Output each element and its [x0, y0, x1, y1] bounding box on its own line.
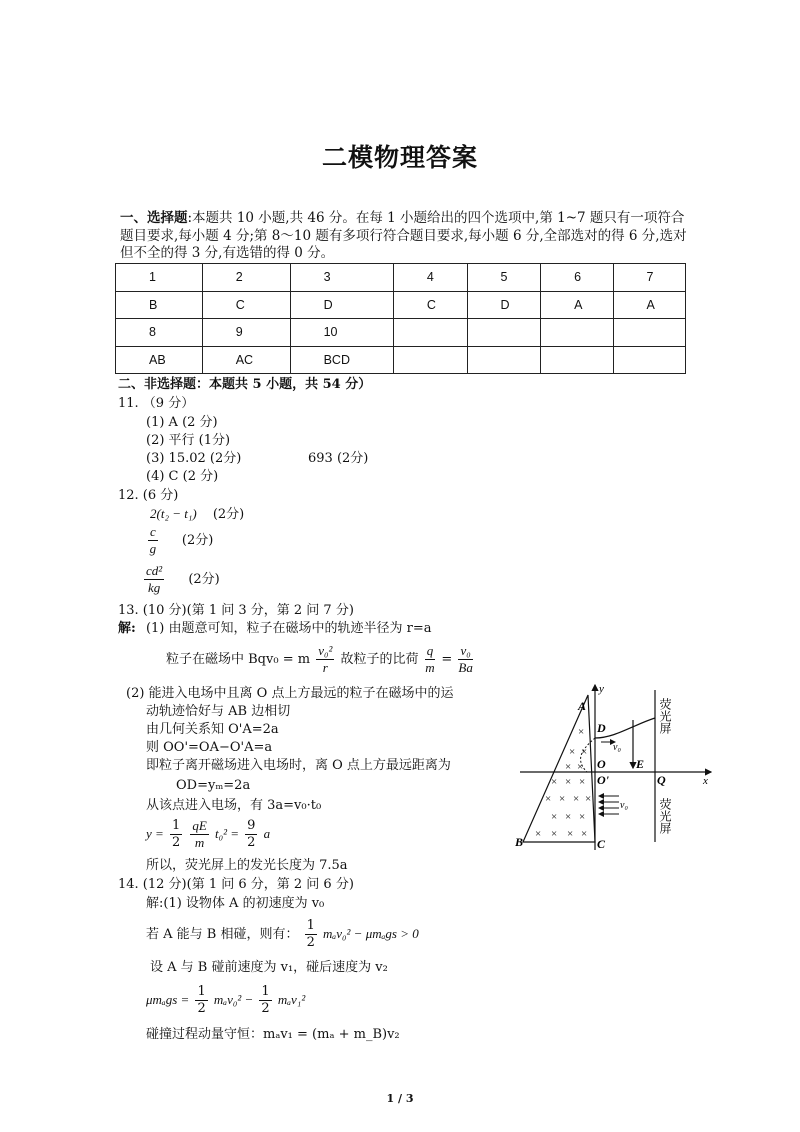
table-cell: 6 [541, 264, 613, 292]
section1-instructions [120, 210, 692, 263]
q14-line5: 碰撞过程动量守恒：mₐv₁ = (mₐ + m_B)v₂ [146, 1027, 400, 1042]
section1-text: :本题共 10 小题,共 46 分。在每 1 小题给出的四个选项中,第 1~7 题只有一项符合题目要求,每小题 4 分;第 8～10 题有多项行符合题目要求,每小题 6 分,全部选对的得 6 分,选对但不全的得 3 分,有选错的得 0 分。 [120, 210, 687, 261]
q14-line1: 解:(1) 设物体 A 的初速度为 v₀ [146, 896, 325, 911]
q11-heading: 11. （9 分） [118, 396, 195, 411]
q11-line1: (1) A (2 分) [146, 415, 218, 430]
q12-expr2-score: (2分) [181, 533, 214, 548]
fraction-denominator: 2 [197, 1001, 206, 1016]
q12-expr1-formula: 2(t₂ − t₁) [150, 506, 197, 521]
formula-fraction [458, 643, 472, 676]
formula-text: mₐv₀² − μmₐgs > 0 [323, 926, 419, 941]
formula-text: = [441, 652, 453, 667]
page-number: 1 / 3 [386, 1092, 414, 1105]
svg-text:×: × [565, 761, 572, 773]
q12-expr1-score: (2分) [212, 507, 245, 522]
q12-expr3-fraction [144, 563, 164, 596]
table-cell: 2 [202, 264, 290, 292]
label-x: x [703, 775, 708, 787]
q14-line3: 设 A 与 B 碰前速度为 v₁，碰后速度为 v₂ [150, 960, 388, 975]
svg-text:×: × [579, 776, 586, 788]
formula-text: a [263, 826, 271, 841]
q13-part2-line1: (2) 能进入电场中且离 O 点上方最远的粒子在磁场中的运 [126, 686, 454, 701]
table-cell: BCD [290, 346, 393, 374]
fraction-denominator: m [425, 660, 435, 675]
formula-fraction [425, 643, 436, 676]
q11-line3a: (3) 15.02 (2分) [146, 451, 242, 466]
svg-text:×: × [585, 793, 592, 805]
table-cell: AC [202, 346, 290, 374]
svg-text:×: × [551, 828, 558, 840]
table-cell: D [290, 291, 393, 319]
solution-label: 解: [118, 621, 136, 636]
table-cell: C [202, 291, 290, 319]
screen-label-bottom: 荧光屏 [658, 798, 672, 834]
table-cell: 10 [290, 319, 393, 347]
fraction-numerator: q [426, 643, 434, 658]
table-row [116, 291, 686, 319]
table-cell [541, 319, 613, 347]
svg-text:×: × [565, 811, 572, 823]
table-row [116, 346, 686, 374]
table-cell: 7 [613, 264, 685, 292]
q13-heading: 13. (10 分)(第 1 问 3 分，第 2 问 7 分) [118, 603, 354, 618]
table-cell: 1 [116, 264, 203, 292]
formula-fraction [195, 984, 207, 1017]
field-diagram [515, 680, 715, 852]
svg-text:×: × [573, 793, 580, 805]
formula-fraction [305, 918, 317, 951]
fraction-denominator: m [194, 835, 205, 850]
svg-text:×: × [535, 828, 542, 840]
formula-text: t₀² = [214, 826, 240, 841]
q12-heading: 12. (6 分) [118, 488, 179, 503]
fraction-denominator: g [149, 541, 157, 556]
q13-part2-line5: 即粒子离开磁场进入电场时，离 O 点上方最远距离为 [146, 758, 451, 773]
label-v0-top: v₀ [613, 742, 621, 753]
label-B: B [515, 835, 524, 849]
svg-text:×: × [551, 811, 558, 823]
table-cell: D [467, 291, 541, 319]
q12-expr2-fraction [148, 524, 158, 557]
table-row [116, 264, 686, 292]
svg-text:×: × [551, 776, 558, 788]
svg-text:×: × [578, 726, 585, 738]
table-cell: B [116, 291, 203, 319]
fraction-numerator: 1 [171, 818, 181, 833]
formula-text: mₐv₁² [277, 992, 306, 1007]
formula-fraction [316, 643, 334, 676]
svg-text:×: × [577, 761, 584, 773]
fraction-denominator: Ba [458, 660, 473, 675]
table-cell [393, 319, 467, 347]
section2-heading: 二、非选择题：本题共 5 小题，共 54 分） [118, 377, 372, 392]
label-A: A [578, 699, 587, 713]
table-cell: A [541, 291, 613, 319]
svg-text:×: × [569, 746, 576, 758]
q13-part1 [118, 620, 432, 638]
table-cell [467, 346, 541, 374]
label-D: D [597, 721, 606, 735]
table-cell: C [393, 291, 467, 319]
svg-text:×: × [581, 746, 588, 758]
table-cell: 3 [290, 264, 393, 292]
q13-part2-conclusion: 所以，荧光屏上的发光长度为 7.5a [146, 858, 348, 873]
q13-part2-line4: 则 OO'=OA−O'A=a [146, 740, 273, 755]
label-O: O [597, 757, 606, 771]
formula-text: y = [146, 826, 164, 841]
table-cell [393, 346, 467, 374]
table-cell [613, 346, 685, 374]
formula-fraction [259, 984, 271, 1017]
label-E: E [636, 757, 645, 771]
fraction-numerator: qE [192, 818, 207, 833]
q12-expr1 [150, 505, 244, 524]
q11-line2: (2) 平行 (1分) [146, 433, 231, 448]
fraction-numerator: cd² [146, 563, 163, 578]
label-v0-bottom: v₀ [620, 800, 628, 811]
q11-line3b: 693 (2分) [308, 451, 369, 466]
label-O-prime: O' [597, 773, 609, 787]
label-y: y [599, 683, 604, 695]
q13-part2-line6: OD=yₘ=2a [176, 778, 251, 793]
fraction-denominator: 2 [171, 835, 181, 850]
formula-fraction [190, 818, 208, 851]
fraction-denominator: kg [147, 580, 161, 595]
formula-text: 粒子在磁场中 Bqv₀ = m [166, 652, 311, 667]
q14-line2 [146, 918, 419, 951]
fraction-numerator: v₀ [458, 643, 472, 660]
table-cell [541, 346, 613, 374]
table-cell [613, 319, 685, 347]
formula-text: 若 A 能与 B 相碰，则有： [146, 927, 299, 942]
section1-heading: 一、选择题 [120, 210, 188, 226]
fraction-numerator: 1 [261, 984, 270, 999]
table-cell: AB [116, 346, 203, 374]
q14-line4 [146, 984, 305, 1017]
svg-text:×: × [579, 811, 586, 823]
fraction-numerator: 1 [306, 918, 315, 933]
q13-part2-formula [146, 818, 270, 851]
q13-part1-formula [166, 643, 475, 676]
answer-table [115, 263, 686, 374]
svg-text:×: × [565, 776, 572, 788]
table-cell: 9 [202, 319, 290, 347]
label-Q: Q [657, 773, 666, 787]
q13-part2-line2: 动轨迹恰好与 AB 边相切 [146, 704, 291, 719]
svg-text:×: × [567, 828, 574, 840]
q11-line4: (4) C (2 分) [146, 469, 219, 484]
formula-text: 故粒子的比荷 [340, 652, 419, 667]
q13-part1-text: (1) 由题意可知，粒子在磁场中的轨迹半径为 r=a [145, 621, 432, 636]
formula-text: μmₐgs = [146, 992, 190, 1007]
svg-text:×: × [581, 828, 588, 840]
fraction-denominator: 2 [247, 835, 256, 850]
field-crosses [535, 726, 591, 840]
fraction-denominator: 2 [306, 935, 315, 950]
label-C: C [597, 837, 606, 851]
formula-fraction [245, 818, 257, 851]
q12-expr2 [146, 524, 213, 557]
table-cell: A [613, 291, 685, 319]
fraction-denominator: r [322, 660, 328, 675]
fraction-numerator: 1 [197, 984, 206, 999]
formula-text: mₐv₀² − [213, 992, 254, 1007]
table-cell: 8 [116, 319, 203, 347]
q12-expr3-score: (2分) [188, 572, 220, 587]
table-cell: 5 [467, 264, 541, 292]
table-cell [467, 319, 541, 347]
svg-text:×: × [545, 793, 552, 805]
fraction-numerator: v₀² [318, 643, 333, 658]
fraction-numerator: c [150, 524, 156, 539]
q12-expr3 [142, 563, 220, 596]
q14-heading: 14. (12 分)(第 1 问 6 分，第 2 问 6 分) [118, 877, 354, 892]
page-title: 二模物理答案 [321, 143, 478, 172]
fraction-numerator: 9 [247, 818, 256, 833]
q13-part2-line3: 由几何关系知 O'A=2a [146, 722, 279, 737]
formula-fraction [170, 818, 182, 851]
svg-text:×: × [559, 793, 566, 805]
table-cell: 4 [393, 264, 467, 292]
fraction-denominator: 2 [261, 1001, 270, 1016]
table-row [116, 319, 686, 347]
screen-label-top: 荧光屏 [658, 698, 672, 734]
q13-part2-line7: 从该点进入电场，有 3a=v₀·t₀ [146, 798, 322, 813]
